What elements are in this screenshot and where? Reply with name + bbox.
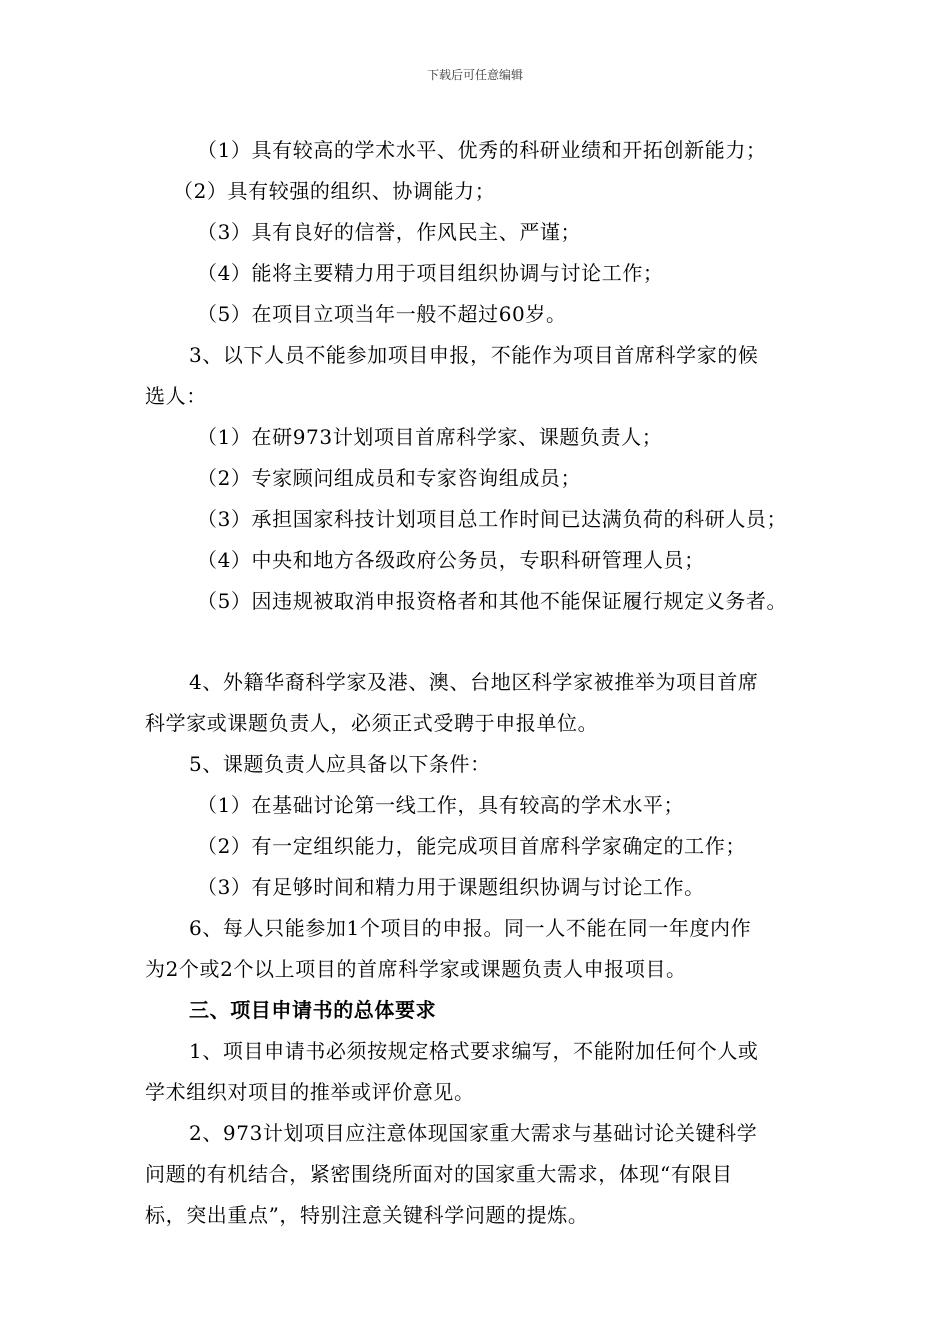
text-line: 5、课题负责人应具备以下条件： (189, 752, 491, 776)
text-line: （2）具有较强的组织、协调能力； (173, 179, 496, 203)
text-line: （2）专家顾问组成员和专家咨询组成员； (197, 466, 582, 490)
text-line: 3、以下人员不能参加项目申报，不能作为项目首席科学家的候 (189, 343, 759, 367)
text-line: 学术组织对项目的推举或评价意见。 (145, 1080, 475, 1104)
section-heading: 三、项目申请书的总体要求 (189, 998, 437, 1022)
text-line: （5）因违规被取消申报资格者和其他不能保证履行规定义务者。 (197, 589, 788, 613)
text-line: 1、项目申请书必须按规定格式要求编写，不能附加任何个人或 (189, 1039, 759, 1063)
paragraph-gap (145, 622, 825, 662)
text-line: 问题的有机结合，紧密围绕所面对的国家重大需求，体现“有限目 (145, 1162, 733, 1186)
document-body (145, 130, 825, 1236)
text-line: 6、每人只能参加1个项目的申报。同一人不能在同一年度内作 (189, 916, 752, 940)
page-header: 下载后可任意编辑 (426, 68, 523, 82)
text-line: 2、973计划项目应注意体现国家重大需求与基础讨论关键科学 (189, 1121, 758, 1145)
text-line: （1）在研973计划项目首席科学家、课题负责人； (197, 425, 663, 449)
text-line: 为2个或2个以上项目的首席科学家或课题负责人申报项目。 (145, 957, 687, 981)
text-line: （3）承担国家科技计划项目总工作时间已达满负荷的科研人员； (197, 507, 788, 531)
text-line: （5）在项目立项当年一般不超过60岁。 (197, 302, 567, 326)
text-line: （4）能将主要精力用于项目组织协调与讨论工作； (197, 261, 664, 285)
text-line: （4）中央和地方各级政府公务员，专职科研管理人员； (197, 548, 705, 572)
text-line: （1）在基础讨论第一线工作，具有较高的学术水平； (197, 793, 685, 817)
text-line: （2）有一定组织能力，能完成项目首席科学家确定的工作； (197, 834, 746, 858)
text-line: 科学家或课题负责人，必须正式受聘于申报单位。 (145, 711, 599, 735)
text-line: （3）具有良好的信誉，作风民主、严谨； (197, 220, 582, 244)
text-line: 标，突出重点”，特别注意关键科学问题的提炼。 (145, 1203, 589, 1227)
text-line: 选人： (145, 384, 207, 408)
text-line: （3）有足够时间和精力用于课题组织协调与讨论工作。 (197, 875, 705, 899)
text-line: 4、外籍华裔科学家及港、澳、台地区科学家被推举为项目首席 (189, 670, 759, 694)
text-line: （1）具有较高的学术水平、优秀的科研业绩和开拓创新能力； (197, 138, 767, 162)
